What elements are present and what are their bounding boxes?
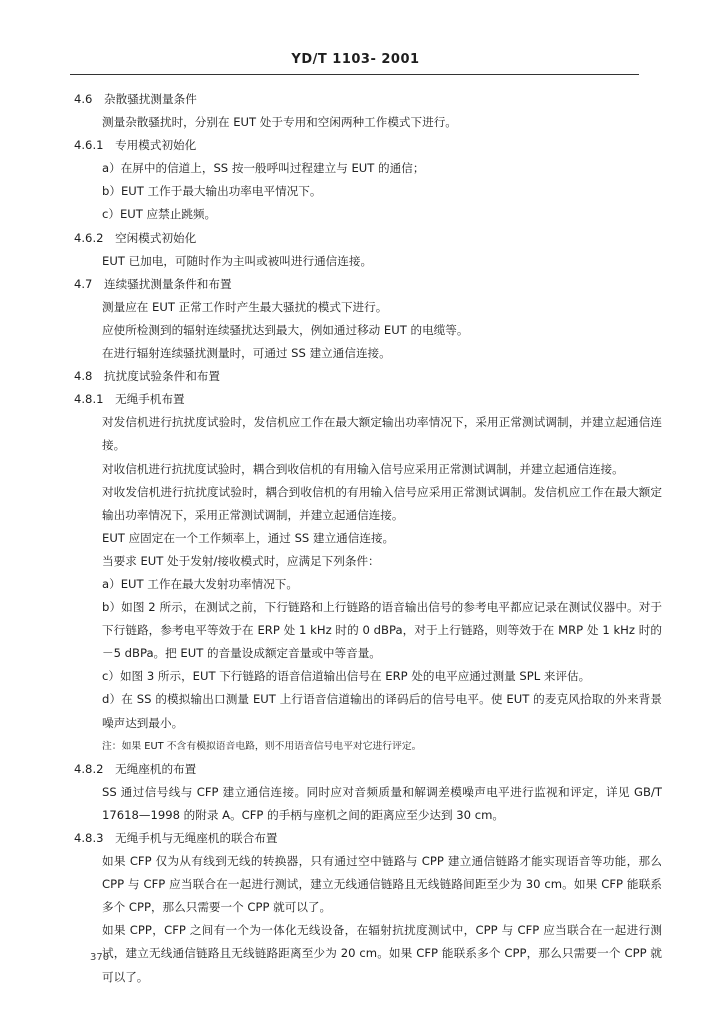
paragraph: 如果 CFP 仅为从有线到无线的转换器，只有通过空中链路与 CPP 建立通信链路才能实现语音等功能，那么 CPP 与 CFP 应当联合在一起进行测试，建立无线通信链路且无线链路间距至少为 30 cm。如果 CFP 能联系多个 CPP，那么只需要一个 CPP 就可以了。 <box>102 854 662 915</box>
section-heading: 4.7 连续骚扰测量条件和布置 <box>74 276 232 291</box>
paragraph: 当要求 EUT 处于发射/接收模式时，应满足下列条件： <box>102 553 380 568</box>
paragraph: EUT 已加电，可随时作为主叫或被叫进行通信连接。 <box>102 253 373 268</box>
document-body <box>74 88 662 989</box>
paragraph: 应使所检测到的辐射连续骚扰达到最大，例如通过移动 EUT 的电缆等。 <box>102 322 469 337</box>
paragraph: 测量应在 EUT 正常工作时产生最大骚扰的模式下进行。 <box>102 299 388 314</box>
section-heading: 4.8.3 无绳手机与无绳座机的联合布置 <box>74 831 278 845</box>
standard-header: YD/T 1103- 2001 <box>291 52 420 67</box>
paragraph: 对收信机进行抗扰度试验时，耦合到收信机的有用输入信号应采用正常测试调制，并建立起通信连接。 <box>102 461 624 476</box>
paragraph: 测量杂散骚扰时，分别在 EUT 处于专用和空闲两种工作模式下进行。 <box>102 115 457 130</box>
section-heading: 4.8.1 无绳手机布置 <box>74 392 185 407</box>
paragraph: 对收发信机进行抗扰度试验时，耦合到收信机的有用输入信号应采用正常测试调制。发信机应工作在最大额定输出功率情况下，采用正常测试调制，并建立起通信连接。 <box>102 484 662 522</box>
section-heading: 4.6.2 空闲模式初始化 <box>74 230 197 245</box>
paragraph: b）EUT 工作于最大输出功率电平情况下。 <box>102 184 322 199</box>
paragraph: 如果 CPP，CFP 之间有一个为一体化无线设备，在辐射抗扰度测试中，CPP 与 CFP 应当联合在一起进行测试，建立无线通信链路且无线链路距离至少为 20 cm。如果 CFP 能联系多个 CPP，那么只需要一个 CPP 就可以了。 <box>102 923 662 984</box>
paragraph: EUT 应固定在一个工作频率上，通过 SS 建立通信连接。 <box>102 530 395 545</box>
paragraph: 对发信机进行抗扰度试验时，发信机应工作在最大额定输出功率情况下，采用正常测试调制，并建立起通信连接。 <box>102 415 662 453</box>
section-heading: 4.8 抗扰度试验条件和布置 <box>74 369 220 384</box>
section-heading: 4.6.1 专用模式初始化 <box>74 138 197 153</box>
paragraph: a）在屏中的信道上，SS 按一般呼叫过程建立与 EUT 的通信； <box>102 161 425 176</box>
paragraph: a）EUT 工作在最大发射功率情况下。 <box>102 576 298 591</box>
note-text: 注：如果 EUT 不含有模拟语音电路，则不用语音信号电平对它进行评定。 <box>102 740 422 752</box>
paragraph: 在进行辐射连续骚扰测量时，可通过 SS 建立通信连接。 <box>102 346 391 361</box>
paragraph: c）如图 3 所示，EUT 下行链路的语音信道输出信号在 ERP 处的电平应通过测量 SPL 来评估。 <box>102 669 591 684</box>
paragraph: c）EUT 应禁止跳频。 <box>102 207 217 222</box>
header-rule <box>70 74 639 75</box>
paragraph: SS 通过信号线与 CFP 建立通信连接。同时应对音频质量和解调差模噪声电平进行监视和评定，详见 GB/T 17618—1998 的附录 A。CFP 的手柄与座机之间的距离应至少达到 30 cm。 <box>102 784 662 822</box>
section-heading: 4.8.2 无绳座机的布置 <box>74 761 197 776</box>
paragraph: d）在 SS 的模拟输出口测量 EUT 上行语音信道输出的译码后的信号电平。使 EUT 的麦克风拾取的外来背景噪声达到最小。 <box>102 692 662 730</box>
paragraph: b）如图 2 所示，在测试之前，下行链路和上行链路的语音输出信号的参考电平都应记录在测试仪器中。对于下行链路，参考电平等效于在 ERP 处 1 kHz 时的 0 dBPa，对于上行链路，则等效于在 MRP 处 1 kHz 时的 －5 dBPa。把 EUT 的音量设成额定音量或中等音量。 <box>102 600 662 661</box>
section-heading: 4.6 杂散骚扰测量条件 <box>74 92 197 106</box>
page-number: 370 <box>90 952 110 963</box>
